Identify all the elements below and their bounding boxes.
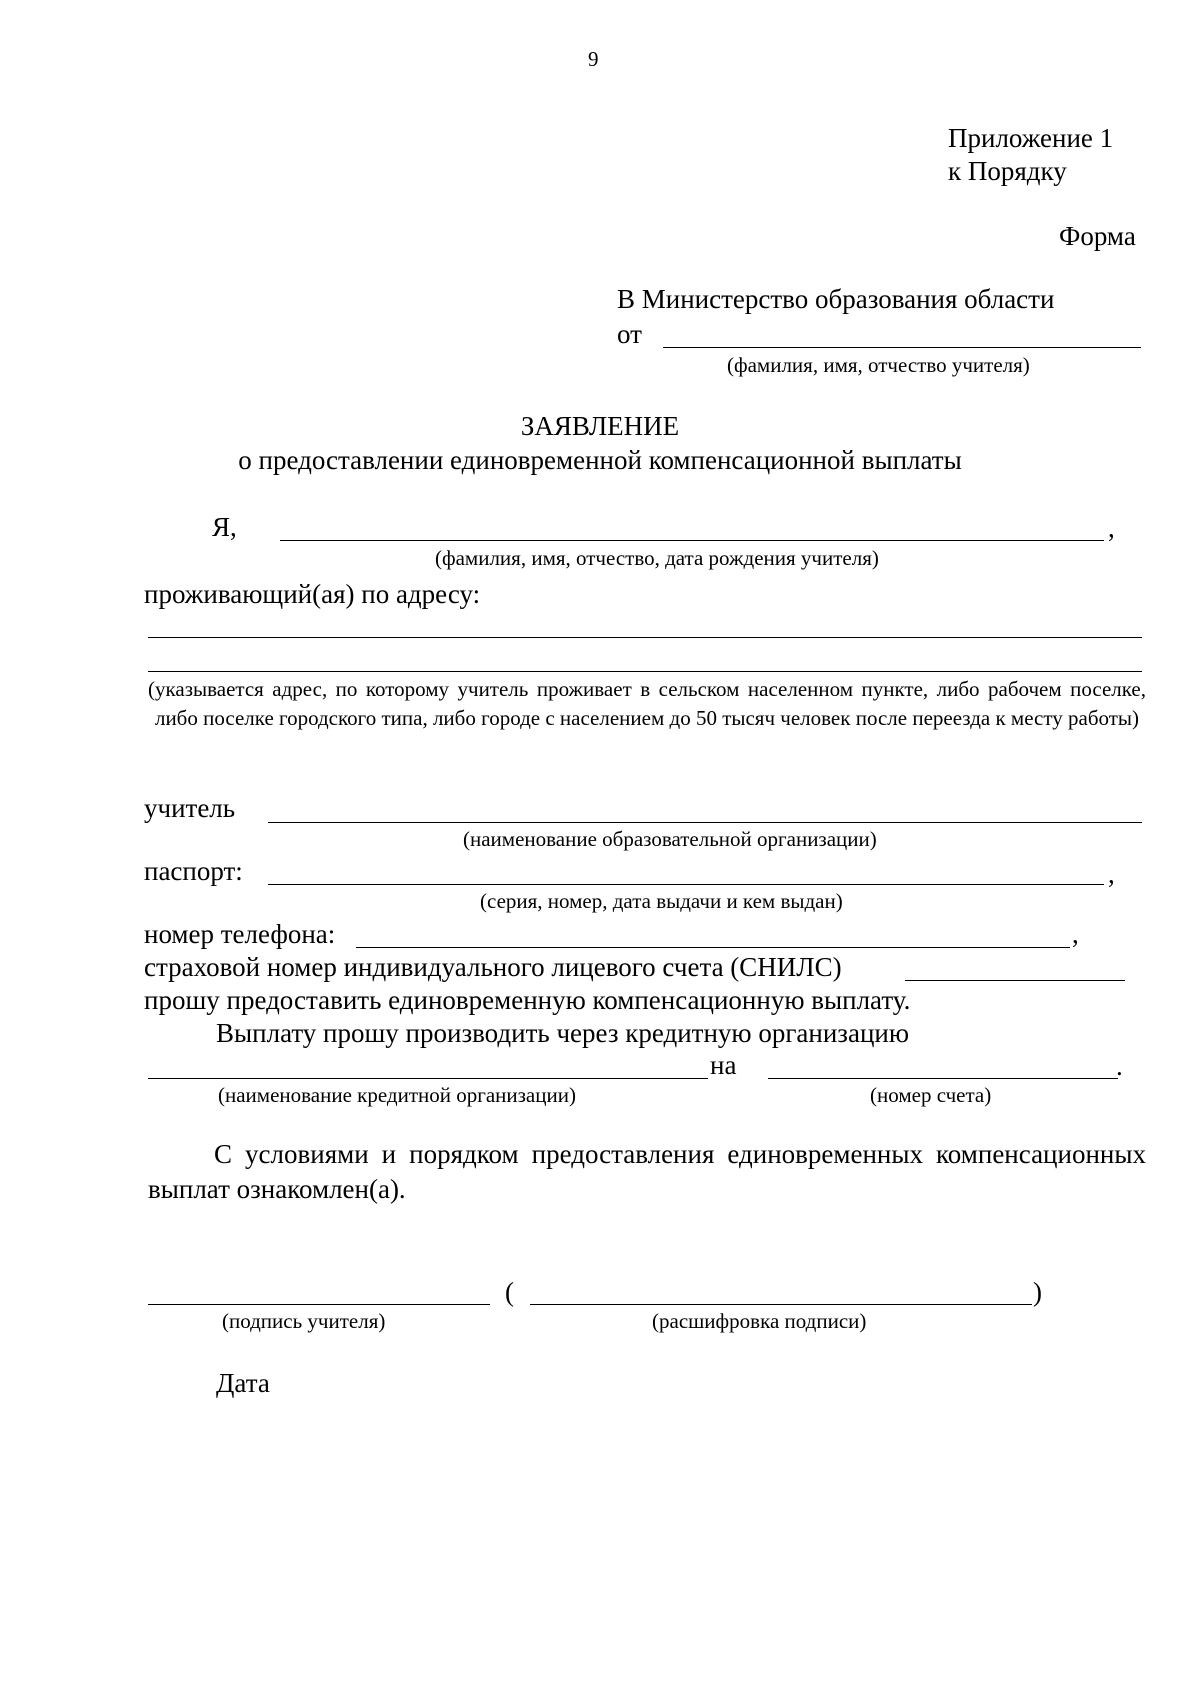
address-label: проживающий(ая) по адресу: [144,579,481,609]
acknowledgement-text: С условиями и порядком предоставления единовременных компенсационных выплат ознакомлен(а). [148,1139,1146,1204]
passport-comma: , [1108,859,1115,889]
teacher-label: учитель [144,793,236,823]
from-name-hint: (фамилия, имя, отчество учителя) [727,353,1030,377]
passport-line[interactable] [268,884,1104,885]
phone-comma: , [1072,919,1079,949]
address-hint: (указывается адрес, по которому учитель проживает в сельском населенном пункте, либо рабочем поселке, либо поселке городского типа, либо городе с населением до 50 тысяч человек после переезда к месту работы) [148,677,1146,730]
bank-name-hint: (наименование кредитной организации) [218,1083,576,1107]
signature-transcript-hint: (расшифровка подписи) [652,1309,867,1333]
addressee-from-label: от [617,319,642,349]
signature-line[interactable] [148,1304,490,1305]
payment-period: . [1116,1051,1123,1081]
account-number-line[interactable] [768,1078,1118,1079]
organization-hint: (наименование образовательной организации) [463,827,877,851]
applicant-hint: (фамилия, имя, отчество, дата рождения учителя) [435,546,879,570]
address-line-1[interactable] [148,637,1142,638]
signature-hint: (подпись учителя) [222,1309,386,1333]
document-title: ЗАЯВЛЕНИЕ [520,411,680,441]
snils-label: страховой номер индивидуального лицевого счета (СНИЛС) [144,952,842,982]
applicant-comma: , [1108,513,1115,543]
payment-on-label: на [710,1050,737,1080]
appendix-line-2: к Порядку [948,156,1067,186]
page-number: 9 [588,47,599,71]
signature-close-paren: ) [1033,1277,1042,1307]
signature-open-paren: ( [505,1277,514,1307]
applicant-name-line[interactable] [280,540,1104,541]
appendix-line-1: Приложение 1 [948,123,1114,153]
addressee-to: В Министерство образования области [617,284,1055,314]
account-number-hint: (номер счета) [870,1083,992,1107]
applicant-label: Я, [212,512,237,542]
organization-line[interactable] [268,822,1142,823]
signature-transcript-line[interactable] [530,1304,1032,1305]
date-label: Дата [216,1368,270,1398]
from-name-line[interactable] [663,347,1141,348]
phone-label: номер телефона: [144,919,336,949]
document-subtitle: о предоставлении единовременной компенсационной выплаты [238,445,962,475]
passport-hint: (серия, номер, дата выдачи и кем выдан) [480,889,843,913]
address-line-2[interactable] [148,671,1142,672]
snils-line[interactable] [905,980,1125,981]
payment-text: Выплату прошу производить через кредитную организацию [216,1018,910,1048]
request-text: прошу предоставить единовременную компенсационную выплату. [144,985,911,1015]
passport-label: паспорт: [144,856,243,886]
bank-name-line[interactable] [148,1078,708,1079]
form-label: Форма [1059,221,1136,251]
phone-line[interactable] [356,947,1070,948]
